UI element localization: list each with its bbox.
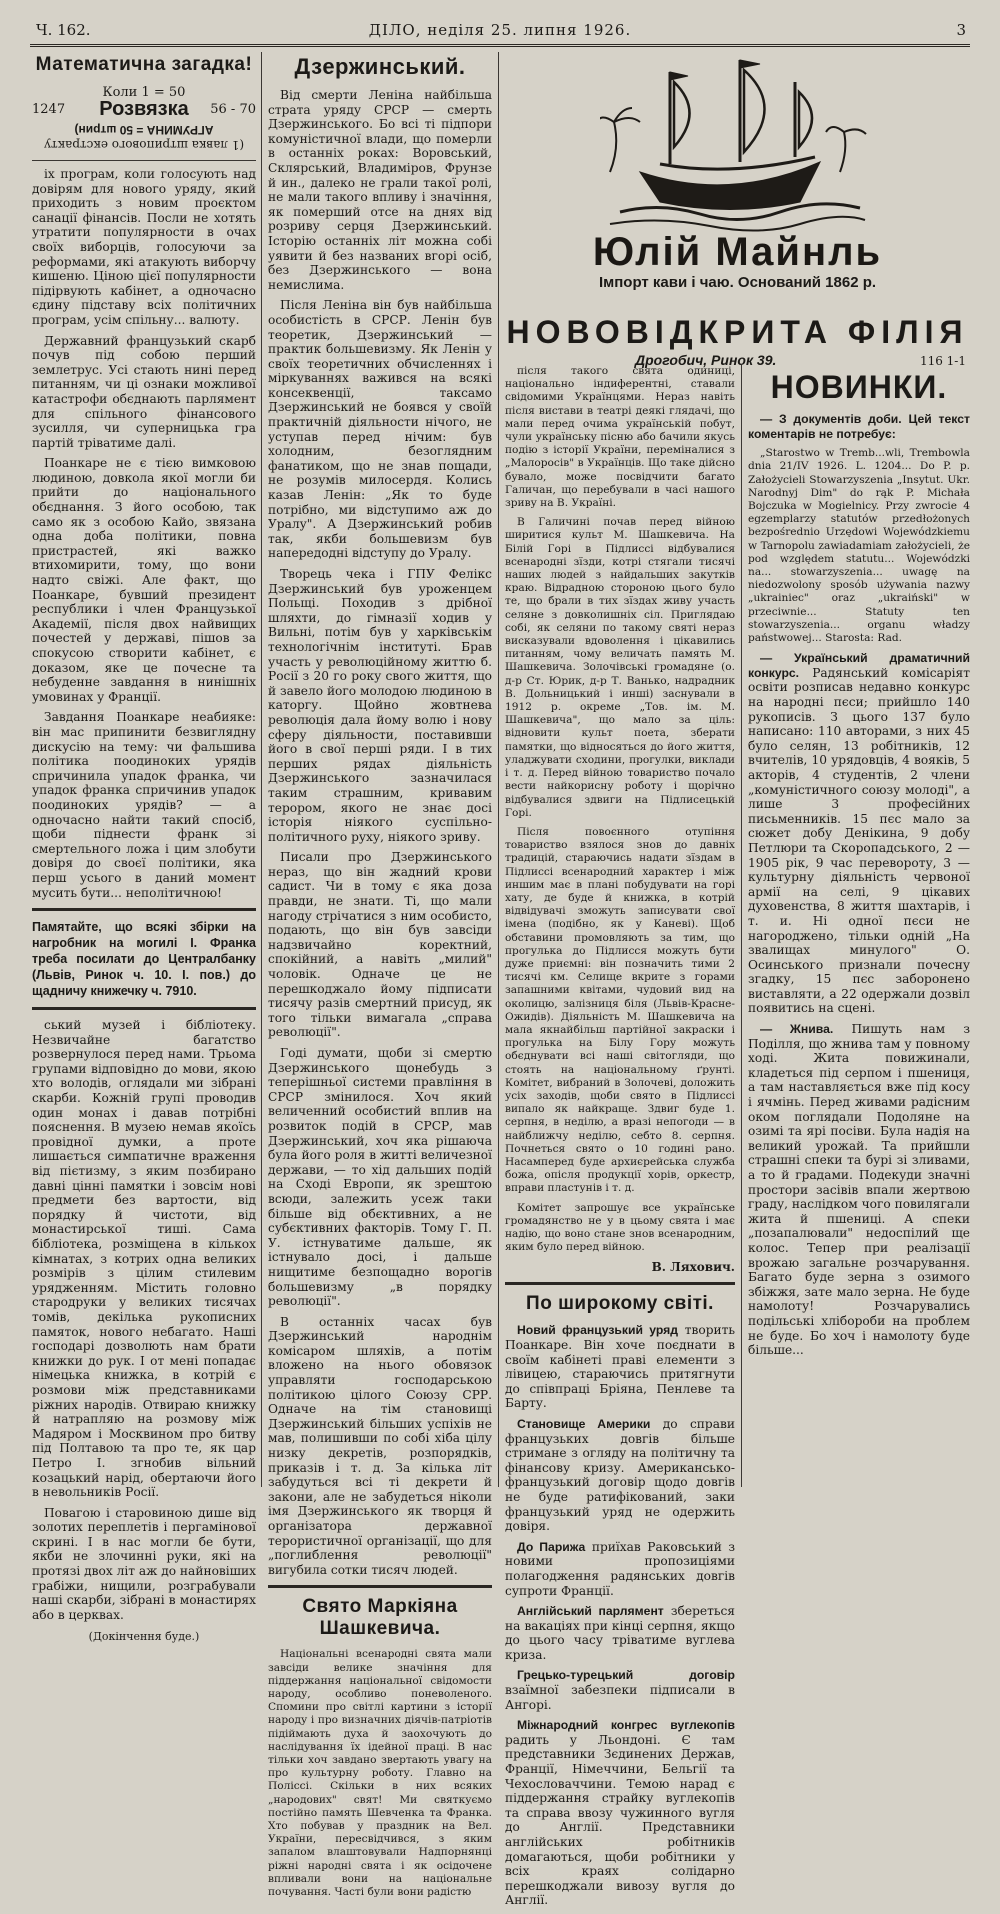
column-rule xyxy=(261,52,262,1487)
news-text: взаїмної забезпеки підписали в Ангорі. xyxy=(505,1683,735,1712)
news-item xyxy=(505,1668,735,1712)
column-rule xyxy=(741,365,742,1487)
column-rule xyxy=(498,52,499,1487)
page-header xyxy=(30,18,970,47)
puzzle-title: Математична загадка! xyxy=(35,54,253,75)
article-paragraph: — З документів доби. Цей текст коментарів не потребує: xyxy=(748,412,970,441)
author-signature: В. Ляхович. xyxy=(651,1260,735,1275)
puzzle-right: 56 - 70 xyxy=(210,102,256,117)
article-paragraph: Комітет запрошує все українське громадянство не у в цьому свята і має надію, що воно стане знов всенародним, яким було перед війною. xyxy=(505,1201,735,1254)
news-item xyxy=(505,1417,735,1534)
solution-line: (1 лавка штрипового екстракту xyxy=(43,138,245,152)
article-paragraph: Після Леніна він був найбільша особистість в СРСР. Ленін був теоретик, Дзержинський — практик большевизму. Як Ленін у своїх теоретичних обчисленнях і міркуваннях важився на всякі консеквенції, таксамо Дзержинський не боявся у своїй практичній діяльности нічого, не уступав перед нічим: був холодним, безоглядним фанатиком, що не знав пощади, не розумів милосердя. Колись казав Ленін: „Як то буде потрібно, ми відступимо аж до Уралу". А Дзержинський робив так, якби большевизм був напередодні відступу до Уралу. xyxy=(268,298,492,561)
divider xyxy=(32,1007,256,1010)
divider xyxy=(32,908,256,911)
divider xyxy=(505,1282,735,1285)
news-text: радить у Льондоні. Є там представники Зєдинених Держав, Франції, Німеччини, Бельгії та Чехословаччини. Темою нарад є піддержання страйку вуглекопів та справа ввозу чужинного вугля до Англії. Представники англійських робітників домагаються, щоби робітники у всіх краях солідарно перешкоджали вивозу вугля до Англії. xyxy=(505,1732,735,1908)
ad-branch: НОВОВІДКРИТА ФІЛІЯ xyxy=(506,314,969,350)
ad-tagline: Імпорт кави і чаю. Оснований 1862 р. xyxy=(598,274,877,291)
puzzle-line: Коли 1 = 50 xyxy=(102,85,186,100)
news-text: творить Поанкаре. Він хоче поєднати в своїм кабінеті праві елементи з лівицею, стараючись притягнути до співпраці Бріяна, Пенлеве та Барту. xyxy=(505,1323,735,1411)
news-lead: До Парижа xyxy=(517,1539,586,1554)
news-lead: Новий французький уряд xyxy=(517,1323,678,1338)
news-item xyxy=(748,651,970,1016)
article-paragraph: іх програм, коли голосують над довірям для нового уряду, який приходить з новим проєктом санації фінансів. Посли не хотять утратити популярности в очах своїх виборців, голосуючи за реформами, які атакують виборчу кишеню. Ціною цієї популярности підірвують кабінет, а одночасно єдину підставу всіх політичних програм, усім спільну... валюту. xyxy=(32,167,256,327)
article-paragraph: Після повоєнного отупіння товариство взялося знов до давніх традицій, стараючись надати зїздам в Підлиссі всенародний характер і між иншим має в плані побудувати на горі хату, де буде й книжка, в котрій відвідувачі зможуть записувати свої імена (подібно, як у Каневі). Щоб обставини промовляють за тим, що прогулька до Підлисся можуть бути дуже приємні: він позначить тими 2 тисячі км. Селище вкрите з горами запашними квітами, чудовий вид на околицю, залізниця біля (Львів-Красне-Ожидів). Діяльність М. Шашкевича на мала якнайбільш партійної закраски і прогулька на Білу Гору можуть обєднувати всі наші світогляди, що стоять на національному ґрунті. Комітет, вибраний в Золочеві, доложить усіх заходів, щоби свято в Підлиссі випало як найкраще. Здвиг буде 1. серпня, в неділю, а вразі непогоди — в найближчу неділю, себто 8. серпня. Почнеться свято о 10 годині рано. Насамперед буде архиєрейська служба божа, опісля продукції хорів, оркестр, вправи пластунів і т. д. xyxy=(505,825,735,1195)
news-item xyxy=(505,1718,735,1908)
news-lead: Становище Америки xyxy=(517,1416,651,1431)
news-text: приїхав Раковський з новими пропозиціями полагодження радянських довгів супроти Франції. xyxy=(505,1539,735,1598)
ad-address: Дрогобич, Ринок 39. xyxy=(635,352,777,368)
issue-number: Ч. 162. xyxy=(36,21,91,39)
article-title-shashkevych: Свято Маркіяна Шашкевича. xyxy=(302,1596,458,1640)
divider xyxy=(32,160,256,161)
article-paragraph: ський музей і бібліотеку. Незвичайне багатство розвернулося перед нами. Трьома групами відповідно до мови, якою хто володів, оглядали ми зібрані скарби. Кожній групі проводив один монах і давав потрібні пояснення. В музею немав якоїсь провідної думки, а проте лишається симпатичне враження від пієтизму, з яким позбирано давні цінні памятки і зовсім нові предмети без вартости, від порядку й чистоти, від монастирської тиші. Сама бібліотека, розміщена в кількох кімнатах, з котрих одна великих розмірів з цілим стилевим урядженням. Містить головно стародруки у великих тисячах томів, декілька рукописних памяток, нового небагато. Наші господарі дозволють нам брати книжки до рук. І от мені попадає німецька книжка, в котрій є розмови між представниками ріжних народів. Отвираю книжку й натрапляю на розмову між Мадяром і Москвином про битву під Полтавою та про те, як цар Петро І. згнобив вільний козацький нарід, обертаючи його в невольників Росії. xyxy=(32,1018,256,1500)
article-paragraph: Від смерти Леніна найбільша страта уряду СРСР — смерть Дзержинського. Бо всі ті підпори комуністичної влади, що померли в останніх роках: Воровський, Склярський, Владиміров, Фрунзе й ин., далеко не грали такої ролі, не мали такого впливу і значіння, як померший отсе на днях від розриву серця Дзержинський. Історію останніх літ можна собі уявити й без названих вгорі осіб, без Дзержинського — вона немислима. xyxy=(268,88,492,292)
continued-note: (Докінчення буде.) xyxy=(88,1630,200,1644)
news-lead: Грецько-турецький договір xyxy=(517,1668,735,1683)
article-paragraph: Національні всенародні свята мали завсіди велике значіння для піддержання національної свідомости народу, особливо поневоленого. Спомини про світлі картини з історії народу і про визначних діячів-патріотів підіймають духа й заохочують до наслідування їх ідейної праці. В нас тільки хоч завдано звертають увагу на про культурну роботу. Главно на Поліссі. Скільки в них всяких „народових" свят! Ми святкуємо постійно память Шевченка та Франка. Хто побував у праздник на Вел. України, пересвідчився, з яким запалом влаштовували Надпорнянці ріжні народні свята і як осідочене впливали вони на національне почування. Часті були вони радістю xyxy=(268,1648,492,1899)
divider xyxy=(268,1585,492,1588)
solution-heading: Розвязка xyxy=(99,98,189,120)
news-lead: Міжнародний конгрес вуглекопів xyxy=(517,1718,735,1733)
news-lead: — Український драматичний конкурс. xyxy=(748,651,970,680)
article-paragraph: В останніх часах був Дзержинський народнім комісаром шляхів, а потім вложено на нього обовязок управляти господарською політикою цілого Союзу СРР. Одначе на тім становищі Дзержинський більших успіхів не мав, полишивши по собі хіба цілу низку декретів, розпорядків, приказів і т. д. За кілька літ забудуться всі ті декрети й закони, але не забудеться ніколи імя Дзержинського як творця й організатора державної терористичної організації, що для „поглиблення революції" вигубила сотки тисяч людей. xyxy=(268,1314,492,1577)
column-4 xyxy=(748,365,970,1364)
upside-down-solution xyxy=(32,122,256,152)
news-text: збереться на вакаціях при кінці серпня, якщо до цього часу тріватиме вуглева криза. xyxy=(505,1604,735,1662)
news-text: Радянський комісаріят освіти розписав недавно конкурс на народні пєси; прийшло 140 рукописів. З цього 137 було написано: 110 авторами, з них 45 було селян, 13 робітників, 12 вчителів, 10 урядовців, 4 вояків, 5 акторів, 4 студентів, 2 члени „комуністичного союзу молоді", а лише 3 професійних письменників. 15 пєс мало за сюжет добу Денікина, 9 добу Петлюри та Скоропадського, 2 — 1905 рік, 9 час перевороту, 3 — культурну діяльність червоної армії на селі, 9 цікавих духовенства, 8 життя шахтарів, і т. и. Ні одної пєси не нагороджено, тільки одній „На звалищах минулого" О. Осинського признали почесну згадку, 15 пєс заборонено виставляти, а 22 одержали дозвіл появитись на сцені. xyxy=(748,665,970,1016)
article-paragraph: після такого свята одиниці, національно індиферентні, ставали свідомими Українцями. Нераз навіть після вистави в театрі деякі глядачі, що мали перед очима українській побут, чули українську пісню або бачили якусь подію з історії України, переміналися з „Малоросів" в Українців. Що таке дійсно бувало, може посвідчити багато Галичан, що перебували в часі нашого зриву на В. Україні. xyxy=(505,365,735,510)
article-paragraph: Писали про Дзержинського нераз, що він жадний крови садист. Чи в тому є яка доза правди, не знати. Ті, що мали нагоду стрічатися з ним особисто, подають, що він був завсіди надзвичайно коректний, спокійний, а навіть „милий" чоловік. Одначе це не перешкоджало йому підписати тисячу разів смертний присуд, як того тільки вимагала „справа революції". xyxy=(268,850,492,1040)
news-item xyxy=(748,1022,970,1358)
article-paragraph: Державний французький скарб почув під собою перший землетрус. Усі стають нині перед питанням, чи ці ознаки можливої катастрофи обєднають парлямент для спільного фінансового зусилля, чи суперницька гра партій тріватиме далі. xyxy=(32,333,256,450)
news-lead: — Жнива. xyxy=(760,1022,834,1037)
article-paragraph: Годі думати, щоби зі смертю Дзержинського щонебудь з теперішньої системи правління в СРСР змінилося. Хоч який величенний особистий вплив на розвиток подій в СРСР, мав Дзержинський, хоч яка рішаюча була його роля в житті величезної держави, — то хід дальших подій на Сході Европи, як зрештою всюди, залежить усеж таки більше від обєктивних, а не субєктивних факторів. Тому Г. П. У. істнуватиме дальше, як істнувало досі, і дальше нищитиме безпощадно ворогів большевизму „в порядку революції". xyxy=(268,1046,492,1309)
news-item xyxy=(505,1323,735,1411)
puzzle-box xyxy=(32,84,256,118)
article-paragraph: Творець чека і ГПУ Фелікс Дзержинський був уроженцем Польщі. Походив з дрібної шляхти, до гімназії ходив у Вильні, потім був у харківськім технологічнім інституті. Брав участь у революційному життю б. Росії з 20 го року свого життя, що й завело його молодою людиною в каторгу. Щойно жовтнева революція дала йому волю і нову сферу діяльности, поставивши його в свої перші ряди. І в тих перших рядах діяльність Дзержинського зазначилася таким страшним, кривавим терором, якого не знає досі історія ніякого суспільно-політичного руху, ніякого зриву. xyxy=(268,567,493,844)
article-title-dzerzhinsky: Дзержинський. xyxy=(294,54,466,79)
news-item xyxy=(505,1604,735,1662)
news-item xyxy=(505,1540,735,1598)
ad-code: 116 1-1 xyxy=(919,354,966,368)
franko-notice: Памятайте, що всякі збірки на нагробник на могилі І. Франка треба посилати до Централбанку (Львів, Ринок ч. 10. І. пов.) до щадничу книжечку ч. 7910. xyxy=(32,920,256,999)
article-paragraph: Повагою і старовиною дише від золотих переплетів і пергамінової скрині. І в нас могли бе бути, якби не злочинні руки, які на протязі двох літ аж до найновіших грабіжи, нищили, розграбували наші скарби, зібрані в монастирях або в церквах. xyxy=(32,1505,256,1622)
polish-document-quote: „Starostwo w Tremb...wli, Trembowla dnia 21/IV 1926. L. 1204... Do P. p. Założycieli Stowarzyszenia „Insytut. Ukr. Narodnyj Dim" do rąk P. Michała Bojczuka w Mogielnicy. Przy zwrocie 4 egzemplarzy statutów przedłożonych bezpośrednio Urzędowi Wojewódzkiemu w Tarnopolu zawiadamiam założycieli, że pod względem statutu... Wojewódzki na... stowarzyszenia... uwagę na niedozwolony sposób używania nazwy „ukrainiec" oraz „ukraiński" w przeciwnie... Statuty ten stowarzyszenia... organu władzy państwowej... Starosta: Rad. xyxy=(748,447,970,645)
column-2 xyxy=(268,52,492,1905)
article-paragraph: Завдання Поанкаре неабияке: він мас припинити безвиглядну дискусію на тему: чи фальшива політика поодиноких урядів спричинила упадок франка, чи упадок франка спричинив упадок поодиноких урядів? — а одночасно найти такий спосіб, щоби піднести франк зі смертельного ложа і цим злобути довіря до своєї політики, яка перш усього в даний момент мусить бути... неполітичною! xyxy=(32,710,256,900)
column-3 xyxy=(505,365,735,1914)
section-title-news: НОВИНКИ. xyxy=(770,369,948,405)
masthead-line: ДІЛО, неділя 25. липня 1926. xyxy=(368,21,632,39)
meinl-advertisement xyxy=(505,52,970,368)
column-1 xyxy=(32,52,256,1651)
news-lead: Англійський парлямент xyxy=(517,1604,664,1619)
article-paragraph: В Галичині почав перед війною ширитися культ М. Шашкевича. На Білій Горі в Підлиссі відбувалися всенародні зїзди, котрі стягали тисячі наших людей з найдальших закутків краю. Відрадною стороною цього було те, що брали в тих зїздах живу участь селяне з довколишніх сіл. Приглядаю собі, як селяни по такому святі нераз висказували вдоволення і цікавились питанням, чому величать память М. Шашкевича. Золочівські громадяне (о. д-р Ст. Юрик, д-р Т. Ванько, надрадник В. Дольницький і инші) заснували в 1912 р. окреме „Тов. ім. М. Шашкевича", що мало за ціль: відновити культ поета, зберати памятки, що відносяться до його життя, уладжувати сходини, прогулки, виклади і т. д. Перед війною товариство почало вести найкорисну роботу і щорічно відбувалися здвиги на Підлисецькій Горі. xyxy=(505,516,735,819)
article-paragraph: Поанкаре не є тією вимковою людиною, довкола якої могли би прийти до національного обєднання. З його особою, так само як з особою Кайо, звязана одна доба політики, повна пристрастей, які важко втихомирити, тому, що вони надто свіжі. Але факт, що Поанкаре, бувший президент республики і член Французької Академії, після двох найвищих почестей у державі, пішов за спокусою створити кабінет, є доказом, яке це почесне та небуденне завдання в нинішніх умовинах у Франції. xyxy=(32,456,256,704)
puzzle-left: 1247 xyxy=(32,102,66,117)
news-text: до справи французьких довгів більше стримане з огляду на політичну та фінансову кризу. Американсько-французький договір щодо довгів не буде ратифікований, заки французький уряд не одержить довіря. xyxy=(505,1416,735,1534)
section-title-world: По широкому світі. xyxy=(526,1293,714,1315)
sailing-ship-icon xyxy=(600,52,870,232)
page-number: 3 xyxy=(956,21,966,39)
ad-brand: Юлій Майнль xyxy=(592,230,883,274)
news-text: Пишуть нам з Поділля, що жнива там у повному ході. Жита повижинали, кладеться під серпом і пшениця, а там наставляється вже під косу і ячмінь. Перед живами радісним оком поглядали Подоляне на озимі та ярі посіви. Була надія на великий урожай. Та прийшли страшні спеки та бурі зі зливами, а то й градами. Подекуди значні простори засівів впали жертвою граду, наслідком чого повилягали жита й пшениці. А спеки „позапалювали" недоспілий ще колос. Тепер при реалізації врожаю загальне розчарування. Багато буде зерна з озимого збіжжя, зате мало зерна. Не буде намолоту! Розчарувались подільські хлібороби на проблем не буде. Бо хоч і намолоту буде більше... xyxy=(748,1022,970,1358)
solution-line: АГРУМИНА = 50 штрин) xyxy=(74,123,214,137)
